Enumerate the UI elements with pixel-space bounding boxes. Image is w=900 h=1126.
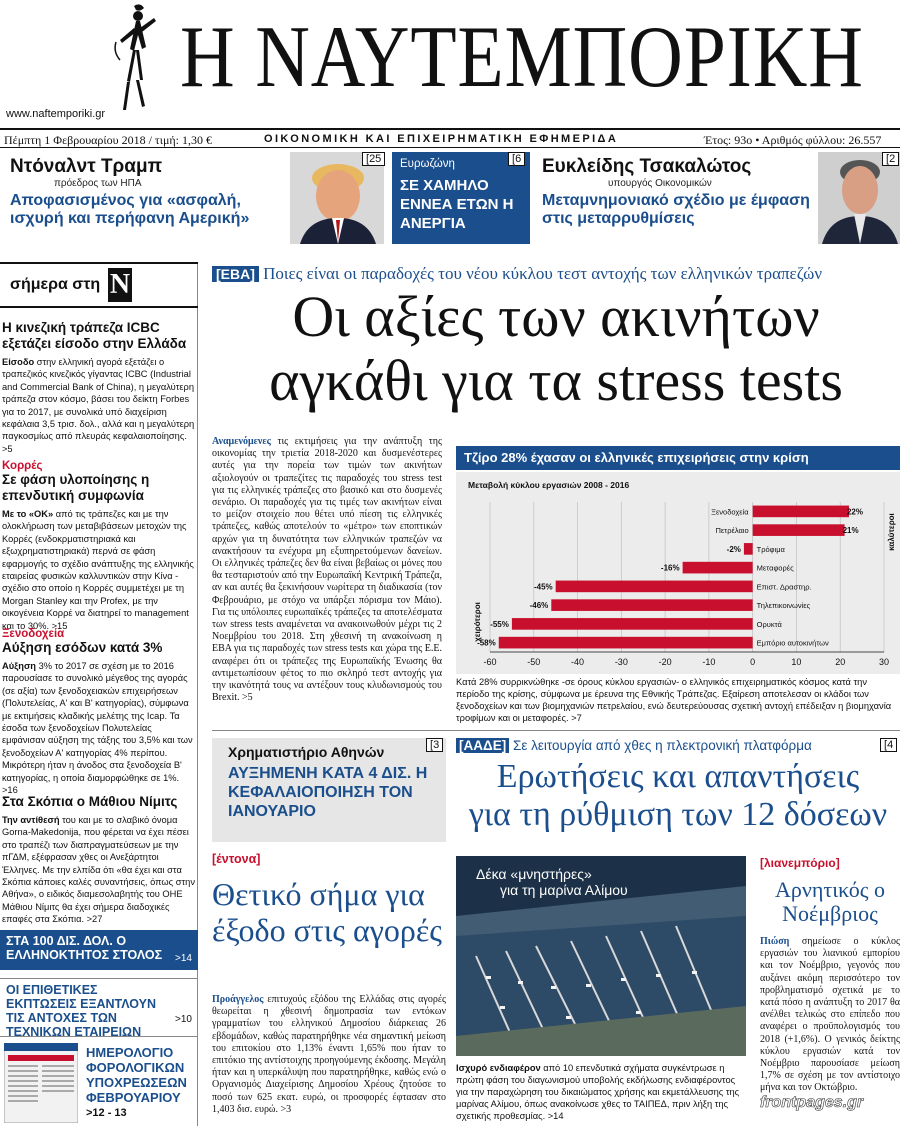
- promo-name: Ευρωζώνη: [400, 158, 455, 170]
- stock-label: Χρηματιστήριο Αθηνών: [228, 744, 385, 760]
- newspaper-title: Η ΝΑΥΤΕΜΠΟΡΙΚΗ: [180, 9, 864, 106]
- lead-tagline: [ΕΒΑ] Ποιες είναι οι παραδοχές του νέου κύκλου τεστ αντοχής των ελληνικών τραπεζών: [212, 264, 900, 284]
- best-label: καλύτεροι: [887, 513, 896, 551]
- entona-article-text: Προάγγελος επιτυχούς εξόδου της Ελλάδας στις αγορές θεωρείται η χθεσινή δημοπρασία των εντόκων γραμματίων του ελληνικού Δημοσίου διάρκειας 26 εβδομάδων, καθώς παρατηρήθηκε νέα σημαντική μείωση του επιτοκίου στο 1,13% έναντι 1,65% που ήταν το επιτόκιο της αντίστοιχης προηγούμενης έκδοσης. Μεγάλη ήταν και η υπερκάλυψη που παρατηρήθηκε, καθώς ενώ ο Οργανισμός Διαχείρισης Δημοσίου Χρέους ζητούσε το ποσό των 625 εκατ. ευρώ, οι προσφορές έφτασαν στο 1,403 δισ. ευρώ. >3: [212, 994, 446, 1115]
- category-label: Μεταφορές: [756, 563, 794, 573]
- story-text: 3% το 2017 σε σχέση με το 2016 παρουσίασε το συνολικό μέγεθος της αγοράς (σε αξία) των ξενοδοχειακών επιχειρήσεων (Πολυτελείας, Α' και Β' κατηγορίας), σύμφωνα με εκτιμήσεις κλαδικής μελέτης της Icap. Τα έσοδα των ξενοδοχείων Πολυτελείας εμφάνισαν αύξηση της τάξης του 3,5% και των ξενοδοχείων Α' κατηγορίας 4% περίπου. Μικρότερη ήταν η άνοδος στα ξενοδοχεία Β' κατηγορίας, η οποία διαμορφώθηκε σε 1%. >16: [2, 661, 193, 796]
- bar-value-label: -46%: [529, 601, 549, 611]
- masthead: [0, 0, 900, 128]
- lianemporio-tag: [λιανεμπόριο]: [760, 856, 840, 870]
- calendar-thumbnail-icon: [4, 1043, 78, 1123]
- aade-tag: [ΑΑΔΕ]: [456, 738, 509, 753]
- fleet-promo-box[interactable]: ΣΤΑ 100 ΔΙΣ. ΔΟΛ. Ο ΕΛΛΗΝΟΚΤΗΤΟΣ ΣΤΟΛΟΣ >14: [0, 930, 198, 970]
- bar: [753, 524, 845, 536]
- category-label: Τρόφιμα: [756, 544, 785, 554]
- x-tick-label: -40: [571, 657, 585, 667]
- bar: [683, 562, 753, 574]
- lianemporio-headline[interactable]: Αρνητικός ο Νοέμβριος: [775, 877, 885, 926]
- aade-tagline: [ΑΑΔΕ] Σε λειτουργία από χθες η πλεκτρονική πλατφόρμα: [456, 738, 900, 753]
- dateline-bar: [0, 128, 900, 148]
- x-tick-label: 30: [878, 657, 890, 667]
- bar-value-label: 22%: [846, 507, 863, 517]
- sidebar: [0, 262, 198, 1126]
- lead-article-text: Αναμενόμενες τις εκτιμήσεις για την ανάπτυξη της οικονομίας την τριετία 2018-2020 και δυσμενέστερες αυτές για την πορεία των τιμών των ακινήτων αξιολογούν οι τραπεζίτες τις παραδοχές του stress test για τις ελληνικές τράπεζες στο βασικό και στο δυσμενές σενάριο. Οι παραδοχές για τις τιμές των ακινήτων είναι το μείζον στοιχείο που θέτει υπό πίεση τις ελληνικές τράπεζες, καθώς αποτελούν το «μέτρο» των εποπτικών αρχών για τη δυνατότητα των ελληνικών τραπεζών να ανακτήσουν τα ενέχυρα μη εξυπηρετούμενων δανείων. Οι ελληνικές τράπεζες δεν θα είναι βεβαίως οι μόνες που θα τεσταριστούν από την Ευρωπαϊκή Κεντρική Τράπεζα, αν και αυτές θα ξεκινήσουν νωρίτερα τη διαδικασία (τον Φεβρουάριο, με στόχο να υπάρξει πόρισμα τον Μάιο). Για τις υπόλοιπες ευρωπαϊκές τράπεζες τα αποτελέσματα των stress tests αναμένεται να ανακοινωθούν μέχρι τις 2 Νοεμβρίου του 2018. Στη χθεσινή τη ανακοίνωση η ΕΒΑ για τις παραδοχές των stress tests και χώρα της Ε.Ε. αναφέρει ότι οι τράπεζες της Ευρωπαϊκής Ένωσης θα αντιμετωπίσουν φέτος το πιο σκληρό τεστ αντοχής για την ικανότητά τους να αντέξουν τους κλυδωνισμούς του Brexit. >5: [212, 436, 442, 704]
- sidebar-story[interactable]: Η κινεζική τράπεζα ICBC εξετάζει είσοδο στην Ελλάδα Είσοδο στην ελληνική αγορά εξετάζει ο τραπεζικός κινεζικός γίγαντας ICBC (Industrial and Commercial Bank of China), η μεγαλύτερη τράπεζα στον κόσμο, βάσει του δείκτη Forbes για το 2017, με συνολικά υπό διαχείριση κεφάλαια 3,5 τρισ. δολ., αλλά και η μεγαλύτερη παγκοσμίως από πλευράς κεφαλαιοποίησης. >5: [2, 320, 195, 454]
- category-label: Τηλεπικοινωνίες: [756, 601, 811, 611]
- website-url[interactable]: www.naftemporiki.gr: [6, 108, 106, 120]
- bar: [556, 581, 753, 593]
- section-divider: [212, 730, 900, 731]
- stock-headline: ΑΥΞΗΜΕΝΗ ΚΑΤΑ 4 ΔΙΣ. Η ΚΕΦΑΛΑΙΟΠΟΙΗΣΗ ΤΟΝ ΙΑΝΟΥΑΡΙΟ: [228, 765, 428, 820]
- simera-header: [0, 262, 198, 308]
- tax-calendar-promo[interactable]: ΗΜΕΡΟΛΟΓΙΟ ΦΟΡΟΛΟΓΙΚΩΝ ΥΠΟΧΡΕΩΣΕΩΝ ΦΕΒΡΟΥΑΡΙΟΥ >12 - 13: [0, 1036, 198, 1126]
- story-title: Αύξηση εσόδων κατά 3%: [2, 640, 163, 655]
- bar-value-label: -2%: [726, 544, 741, 554]
- story-category: Κορρές: [2, 460, 43, 472]
- x-tick-label: 0: [750, 657, 756, 667]
- x-tick-label: 20: [835, 657, 846, 667]
- x-tick-label: -20: [658, 657, 672, 667]
- date-price: Πέμπτη 1 Φεβρουαρίου 2018 / τιμή: 1,30 €: [4, 133, 213, 147]
- bar-value-label: -55%: [490, 619, 509, 629]
- sidebar-story[interactable]: Στα Σκόπια ο Μάθιου Νίμιτς Την αντίθεσή του και με το σλαβικό όνομα Gorna-Makedonija, που φέρεται να έχει πέσει στο τραπέζι των διαπραγματεύσεων με την πΓΔΜ, εξέφρασαν χθες οι Ανεξάρτητοι Έλληνες. Με την ελπίδα ότι «θα έχει και στα Σκόπια κάποιες καλές συναντήσεις, όπως στην Αθήνα», ο ειδικός διαμεσολαβητής του ΟΗΕ Μάθιου Νίμιτς θα έχει σήμερα διαδοχικές επαφές στα Σκόπια. >27: [2, 794, 195, 925]
- category-label: Εμπόριο αυτοκινήτων: [756, 638, 829, 648]
- entona-headline[interactable]: Θετικό σήμα για έξοδο στις αγορές: [212, 876, 442, 948]
- marina-caption: Ισχυρό ενδιαφέρον από 10 επενδυτικά σχήματα συγκέντρωσε η πρώτη φάση του διαγωνισμού υποβολής εκδήλωσης ενδιαφέροντος για την παραχώρηση του δικαιώματος χρήσης και εκμετάλλευσης της μαρίνας Αλίμου, όπως ανακοίνωσε χθες το ΤΑΙΠΕΔ, πριν λήξη της σχετικής προθεσμίας. >14: [456, 1063, 740, 1121]
- x-tick-label: -10: [702, 657, 716, 667]
- entona-tag: [έντονα]: [212, 852, 261, 866]
- story-text: από τις τράπεζες και με την ολοκλήρωση των μεταβιβάσεων μετοχών της Κορρές (ενδοκρματιστηριακά και εξωχρηματιστηριακά) περνά σε φάση εφαρμογής το σχέδιο ανάπτυξης της ελληνικής εταιρείας φυσικών καλλυντικών στην Κίνα - σχέδιο στο οποίο η Κορρές συμμετέχει με τη Morgan Stanley και την Profex, με την οικογένεια Κορρέ να διατηρεί το management και το 30%. >15: [2, 509, 194, 631]
- bar-value-label: -45%: [533, 582, 553, 592]
- simera-logo-letter: Ν: [109, 269, 131, 300]
- tax-calendar-title: ΗΜΕΡΟΛΟΓΙΟ ΦΟΡΟΛΟΓΙΚΩΝ ΥΠΟΧΡΕΩΣΕΩΝ ΦΕΒΡΟΥΑΡΙΟΥ: [86, 1045, 187, 1105]
- sidebar-story[interactable]: Ξενοδοχεία Αύξηση εσόδων κατά 3% Αύξηση 3% το 2017 σε σχέση με το 2016 παρουσίασε το συνολικό μέγεθος της αγοράς (σε αξία) των ξενοδοχειακών επιχειρήσεων (Πολυτελείας, Α' και Β' κατηγορίας), σύμφωνα με εκτιμήσεις κλαδικής μελέτης της Icap. Τα έσοδα των ξενοδοχείων Πολυτελείας εμφάνισαν αύξηση της τάξης του 3,5% και των ξενοδοχείων Α' κατηγορίας 4% περίπου. Μικρότερη ήταν η άνοδος στα ξενοδοχεία Β' κατηγορίας, η οποία διαμορφώθηκε σε 1%. >16: [2, 628, 196, 796]
- bar-value-label: -16%: [660, 563, 680, 573]
- story-category: Ξενοδοχεία: [2, 628, 65, 640]
- stock-page-ref[interactable]: [3: [426, 738, 443, 752]
- aade-page-ref[interactable]: [4: [880, 738, 897, 752]
- promo-page-ref[interactable]: [6: [508, 152, 525, 166]
- turnover-chart-panel: [456, 446, 900, 723]
- promo-trump[interactable]: [0, 152, 386, 244]
- marina-headline[interactable]: Δέκα «μνηστήρες» για τη μαρίνα Αλίμου: [476, 866, 628, 898]
- stock-exchange-box[interactable]: [212, 738, 446, 842]
- bar-chart: [456, 472, 900, 674]
- promo-headline: Αποφασισμένος για «ασφαλή, ισχυρή και περήφανη Αμερική»: [10, 192, 250, 227]
- promo-tsakalotos[interactable]: [536, 152, 900, 244]
- promo-sub: πρόεδρος των ΗΠΑ: [54, 178, 142, 189]
- lead-headline[interactable]: Οι αξίες των ακινήτων αγκάθι για τα stress tests: [269, 284, 843, 413]
- story-title: Η κινεζική τράπεζα ICBC εξετάζει είσοδο στην Ελλάδα: [2, 320, 187, 351]
- promo-name: Ντόναλντ Τραμπ: [10, 156, 163, 177]
- promo-sub: υπουργός Οικονομικών: [608, 178, 712, 189]
- top-promos: [0, 152, 900, 244]
- promo-name: Ευκλείδης Τσακαλώτος: [542, 156, 752, 177]
- x-tick-label: -60: [483, 657, 497, 667]
- bar: [744, 543, 753, 555]
- lianemporio-article-text: Πιώση σημείωσε ο κύκλος εργασιών του λιανικού εμπορίου και τον Νοέμβριο, γεγονός που αυξάνει ακόμη περισσότερο τον προβληματισμό σχετικά με το κατά πόσο η ανάπτυξη το 2017 θα ανέλθει τελικώς στο επίπεδο που αναφέρει ο προϋπολογισμός του 2018 (+1,6%). Ο γενικός δείκτης κύκλου εργασιών κατά τον Νοέμβριο παρουσίασε μείωση 1,7% σε σχέση με τον αντίστοιχο μήνα και τον Οκτώβριο.: [760, 936, 900, 1094]
- promo-page-ref[interactable]: [25: [362, 152, 385, 166]
- bar: [753, 506, 849, 518]
- tech-promo-box[interactable]: ΟΙ ΕΠΙΘΕΤΙΚΕΣ ΕΚΠΤΩΣΕΙΣ ΕΞΑΝΤΛΟΥΝ ΤΙΣ ΑΝΤΟΧΕΣ ΤΩΝ ΤΕΧΝΙΚΩΝ ΕΤΑΙΡΕΙΩΝ >10: [0, 978, 198, 1030]
- sidebar-story[interactable]: Κορρές Σε φάση υλοποίησης η επενδυτική συμφωνία Με το «ΟΚ» από τις τράπεζες και με την ολοκλήρωση των μεταβιβάσεων μετοχών της Κορρές (ενδοκρματιστηριακά και εξωχρηματιστηριακά) περνά σε φάση εφαρμογής το σχέδιο ανάπτυξης της ελληνικής εταιρείας φυσικών καλλυντικών στην Κίνα - σχέδιο στο οποίο η Κορρές συμμετέχει με τη Morgan Stanley και την Profex, με την οικογένεια Κορρέ να διατηρεί το management και το 30%. >15: [2, 460, 196, 632]
- story-title: Στα Σκόπια ο Μάθιου Νίμιτς: [2, 794, 178, 809]
- promo-headline: ΣΕ ΧΑΜΗΛΟ ΕΝΝΕΑ ΕΤΩΝ Η ΑΝΕΡΓΙΑ: [400, 177, 514, 232]
- category-label: Πετρέλαιο: [715, 526, 749, 536]
- category-label: Ορυκτά: [756, 619, 782, 629]
- hermes-logo-icon: [112, 2, 160, 120]
- bar: [512, 618, 753, 630]
- story-title: Σε φάση υλοποίησης η επενδυτική συμφωνία: [2, 472, 150, 503]
- bar-value-label: -58%: [477, 638, 496, 648]
- bar: [499, 637, 753, 649]
- promo-eurozone[interactable]: [392, 152, 530, 244]
- category-label: Ξενοδοχεία: [711, 507, 749, 517]
- x-tick-label: -50: [527, 657, 541, 667]
- chart-subtitle: Μεταβολή κύκλου εργασιών 2008 - 2016: [468, 480, 630, 490]
- simera-label: σήμερα στη: [10, 276, 101, 293]
- x-tick-label: 10: [791, 657, 802, 667]
- story-text: του και με το σλαβικό όνομα Gorna-Makedonija, που φέρεται να έχει πέσει στο τραπέζι των διαπραγματεύσεων με την πΓΔΜ, εξέφρασαν χθες οι Ανεξάρτητοι Έλληνες. Με την ελπίδα ότι «θα έχει και στα Σκόπια κάποιες καλές συναντήσεις, όπως στην Αθήνα», ο ειδικός διαμεσολαβητής του ΟΗΕ Μάθιου Νίμιτς θα έχει σήμερα διαδοχικές επαφές στα Σκόπια. >27: [2, 815, 195, 925]
- worst-label: χειρότεροι: [473, 602, 482, 642]
- promo-page-ref[interactable]: [2: [882, 152, 899, 166]
- category-label: Επιστ. Δραστηρ.: [756, 582, 812, 592]
- story-text: στην ελληνική αγορά εξετάζει ο τραπεζικός κινεζικός γίγαντας ICBC (Industrial and Commercial Bank of China), η μεγαλύτερη τράπεζα στον κόσμο, βάσει του δείκτη Forbes για το 2017, με συνολικά υπό διαχείριση κεφάλαια 3,5 τρισ. δολ., αλλά και η μεγαλύτερη παγκοσμίως από πλευράς κεφαλαιοποίησης. >5: [2, 357, 195, 454]
- chart-caption: Κατά 28% συρρικνώθηκε -σε όρους κύκλου εργασιών- ο ελληνικός επιχειρηματικός κόσμος κατά την περίοδο της κρίσης, σύμφωνα με έρευνα της Εθνικής Τράπεζας. Εξαίρεση αποτελεσαν οι κλάδοι των ξενοδοχείων και των βιομηχανιών πετρελαίου, ενώ δευτερεύουσας σχετική αντοχή επέδειξαν η βιομηχανία τροφίμων και οι μεταφορές. >7: [456, 677, 892, 723]
- lead-tag: [ΕΒΑ]: [212, 266, 259, 282]
- paper-tagline: ΟΙΚΟΝΟΜΙΚΗ ΚΑΙ ΕΠΙΧΕΙΡΗΜΑΤΙΚΗ ΕΦΗΜΕΡΙΔΑ: [264, 133, 619, 145]
- bar-value-label: 21%: [842, 526, 859, 536]
- issue-number: Έτος: 93ο • Αριθμός φύλλου: 26.557: [704, 133, 882, 147]
- promo-headline: Μεταμνημονιακό σχέδιο με έμφαση στις μεταρρυθμίσεις: [542, 192, 810, 227]
- bar: [551, 599, 752, 611]
- x-tick-label: -30: [614, 657, 628, 667]
- watermark: frontpages.gr: [760, 1094, 864, 1111]
- chart-title: Τζίρο 28% έχασαν οι ελληνικές επιχειρήσεις στην κρίση: [456, 446, 900, 470]
- aade-headline[interactable]: Ερωτήσεις και απαντήσεις για τη ρύθμιση των 12 δόσεων: [468, 758, 888, 833]
